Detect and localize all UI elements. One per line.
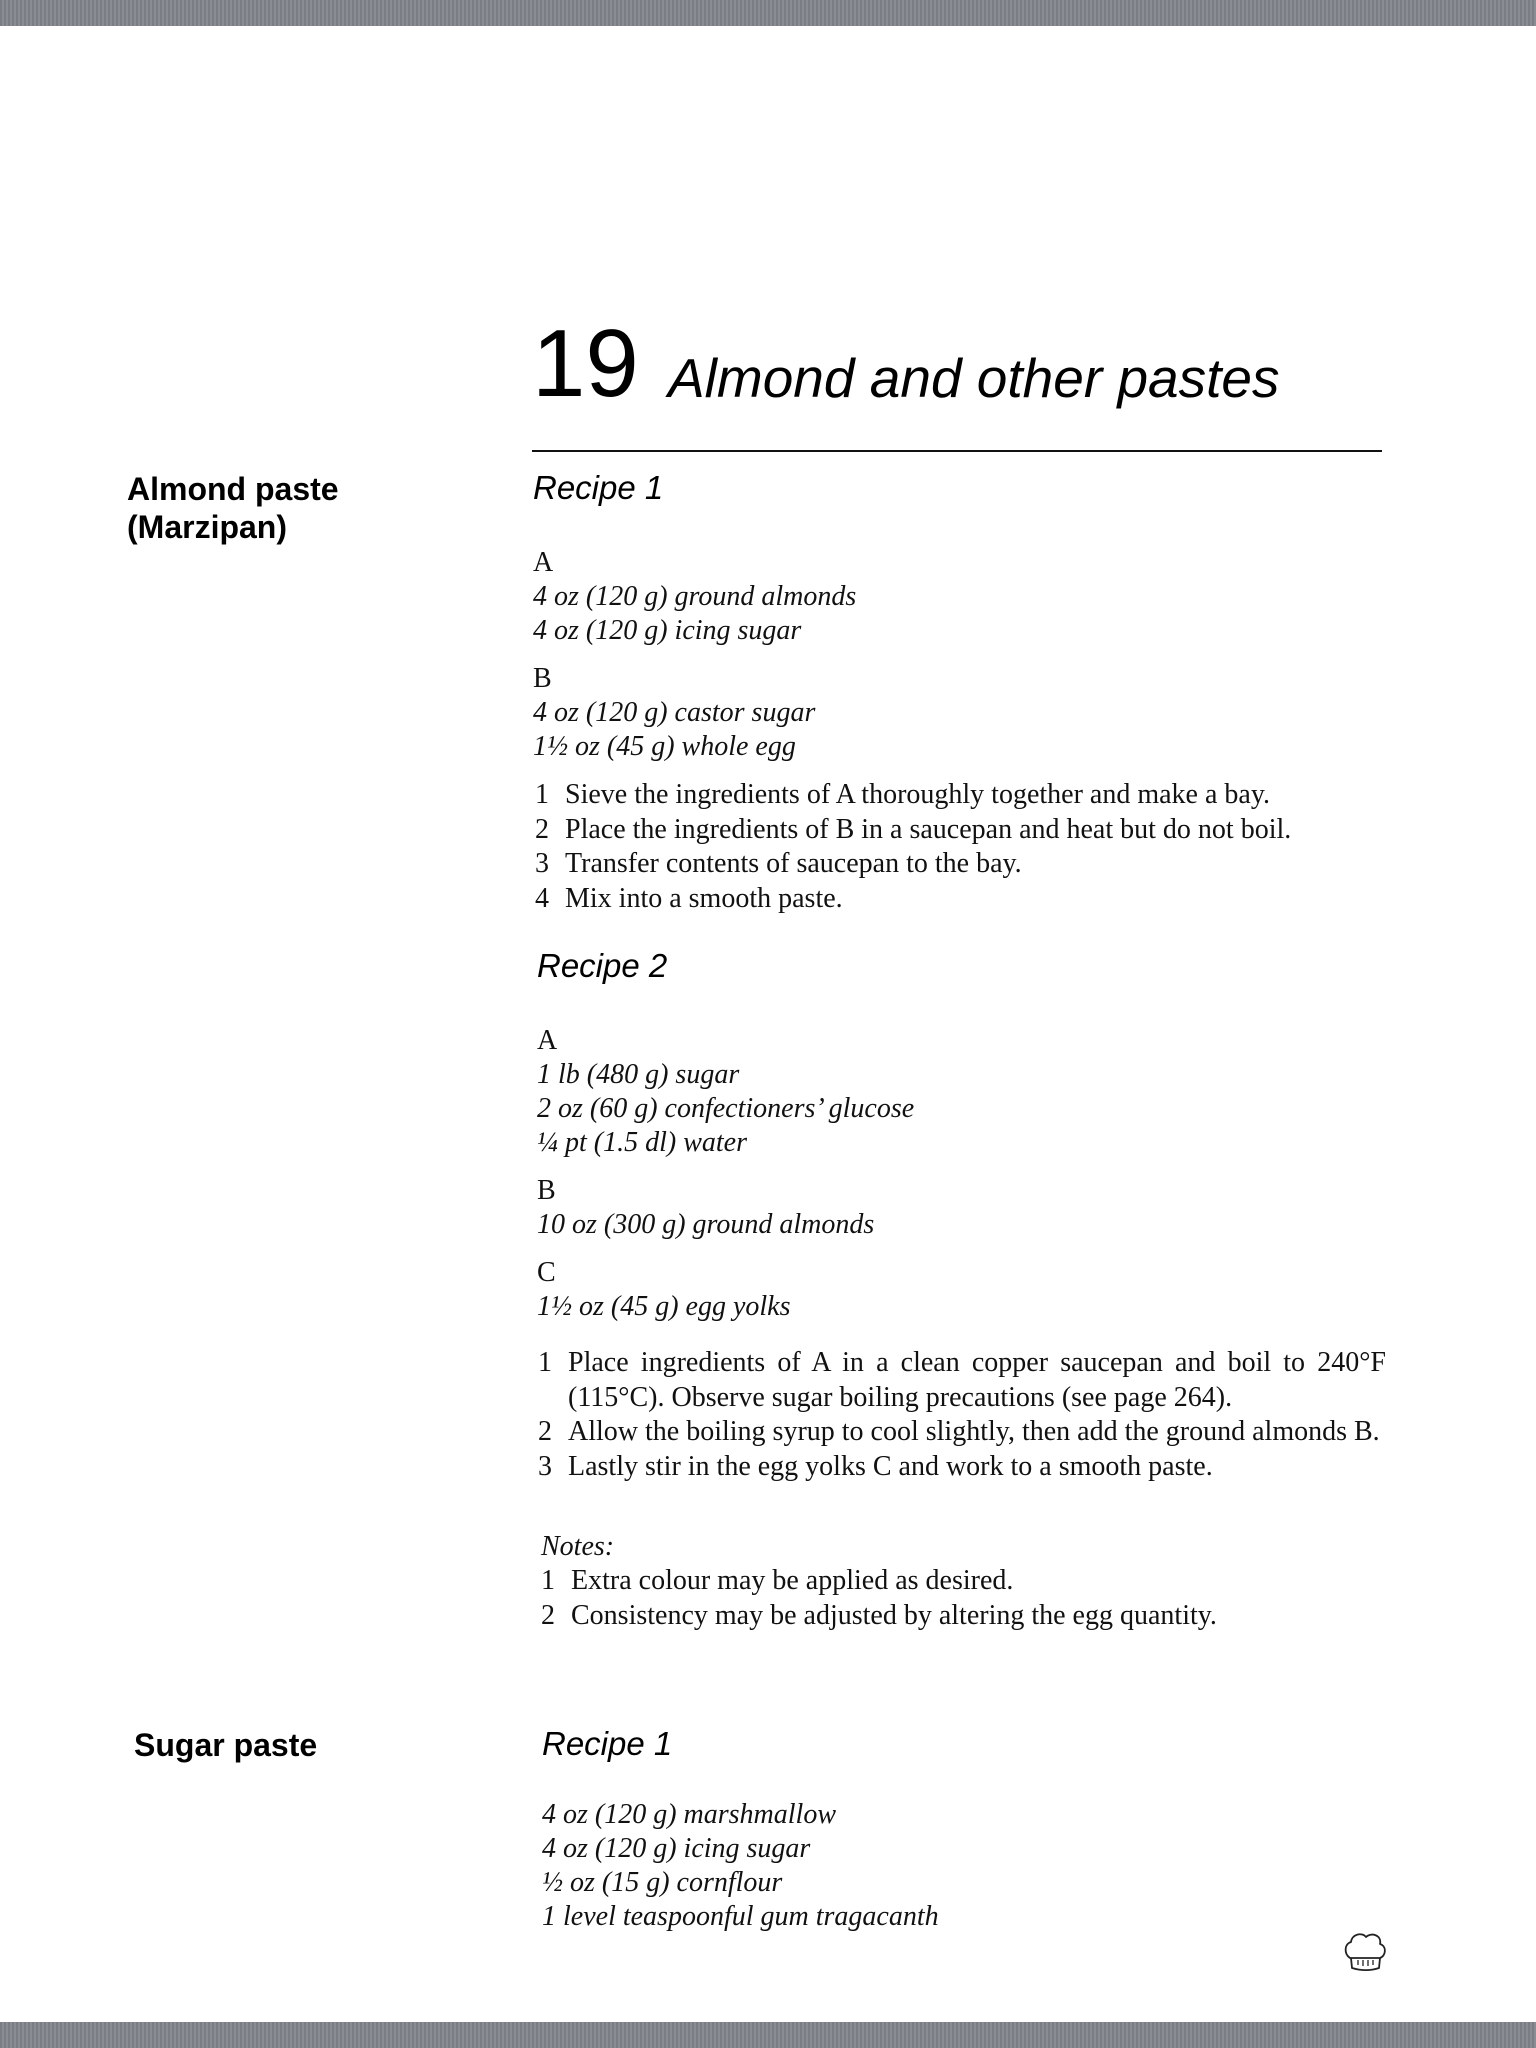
- ingredient: 4 oz (120 g) marshmallow: [542, 1799, 837, 1830]
- ingredient: 4 oz (120 g) castor sugar: [533, 697, 816, 728]
- ingredient: 1 level teaspoonful gum tragacanth: [542, 1901, 939, 1932]
- heading-line: Almond paste: [127, 471, 339, 507]
- recipe-notes: [541, 1530, 1386, 1633]
- ingredient: 1½ oz (45 g) whole egg: [533, 731, 796, 762]
- section-heading-sugar-paste: Sugar paste: [134, 1727, 318, 1763]
- ingredient: ½ oz (15 g) cornflour: [542, 1867, 783, 1898]
- step: 3 Transfer contents of saucepan to the bay.: [535, 848, 1022, 879]
- notes-label: Notes:: [541, 1531, 615, 1562]
- ingredient-group-label: C: [537, 1257, 556, 1288]
- step: 1 Place ingredients of A in a clean copper saucepan and boil to 240°F (115°C). Observe sugar boiling precautions (see page 264).: [538, 1347, 1386, 1413]
- recipe-title: Recipe 1: [533, 469, 664, 506]
- ingredient: 4 oz (120 g) ground almonds: [533, 581, 857, 612]
- recipe-steps: [538, 1346, 1386, 1484]
- ingredient: 1½ oz (45 g) egg yolks: [537, 1291, 791, 1322]
- chef-hat-icon: [1340, 1924, 1390, 1974]
- recipe-ingredients: [533, 546, 1393, 764]
- viewer-frame-bottom: [0, 2022, 1536, 2048]
- step: 4 Mix into a smooth paste.: [535, 882, 843, 914]
- ingredient-group-label: A: [533, 547, 554, 578]
- ingredient: 4 oz (120 g) icing sugar: [533, 615, 802, 646]
- note: 1 Extra colour may be applied as desired.: [541, 1565, 1014, 1596]
- note: 2 Consistency may be adjusted by altering the egg quantity.: [541, 1599, 1217, 1631]
- ingredient-group-label: A: [537, 1025, 558, 1056]
- chapter-number: 19: [532, 310, 639, 417]
- recipe-title: Recipe 1: [542, 1725, 673, 1762]
- step: 2 Allow the boiling syrup to cool slightly, then add the ground almonds B.: [538, 1416, 1380, 1447]
- heading-line: (Marzipan): [127, 509, 287, 545]
- chapter-header: [532, 310, 1382, 456]
- book-page: [0, 26, 1536, 2022]
- ingredient: 1 lb (480 g) sugar: [537, 1059, 740, 1090]
- chapter-rule: [532, 450, 1382, 452]
- ingredient: ¼ pt (1.5 dl) water: [537, 1127, 747, 1158]
- recipe-title: Recipe 2: [537, 947, 668, 984]
- viewer-frame-top: [0, 0, 1536, 26]
- chapter-title: Almond and other pastes: [668, 347, 1280, 409]
- step: 3 Lastly stir in the egg yolks C and work to a smooth paste.: [538, 1450, 1213, 1482]
- ingredient: 4 oz (120 g) icing sugar: [542, 1833, 811, 1864]
- ingredient: 10 oz (300 g) ground almonds: [537, 1209, 875, 1240]
- step: 1 Sieve the ingredients of A thoroughly together and make a bay.: [535, 779, 1271, 810]
- ingredient: 2 oz (60 g) confectioners’ glucose: [537, 1093, 915, 1124]
- ingredient-group-label: B: [533, 663, 552, 694]
- recipe-ingredients: [542, 1798, 1402, 1934]
- step: 2 Place the ingredients of B in a saucepan and heat but do not boil.: [535, 813, 1292, 845]
- section-heading-almond-paste: [127, 470, 339, 546]
- recipe-ingredients: [537, 1024, 1397, 1324]
- ingredient-group-label: B: [537, 1175, 556, 1206]
- recipe-steps: [535, 778, 1383, 916]
